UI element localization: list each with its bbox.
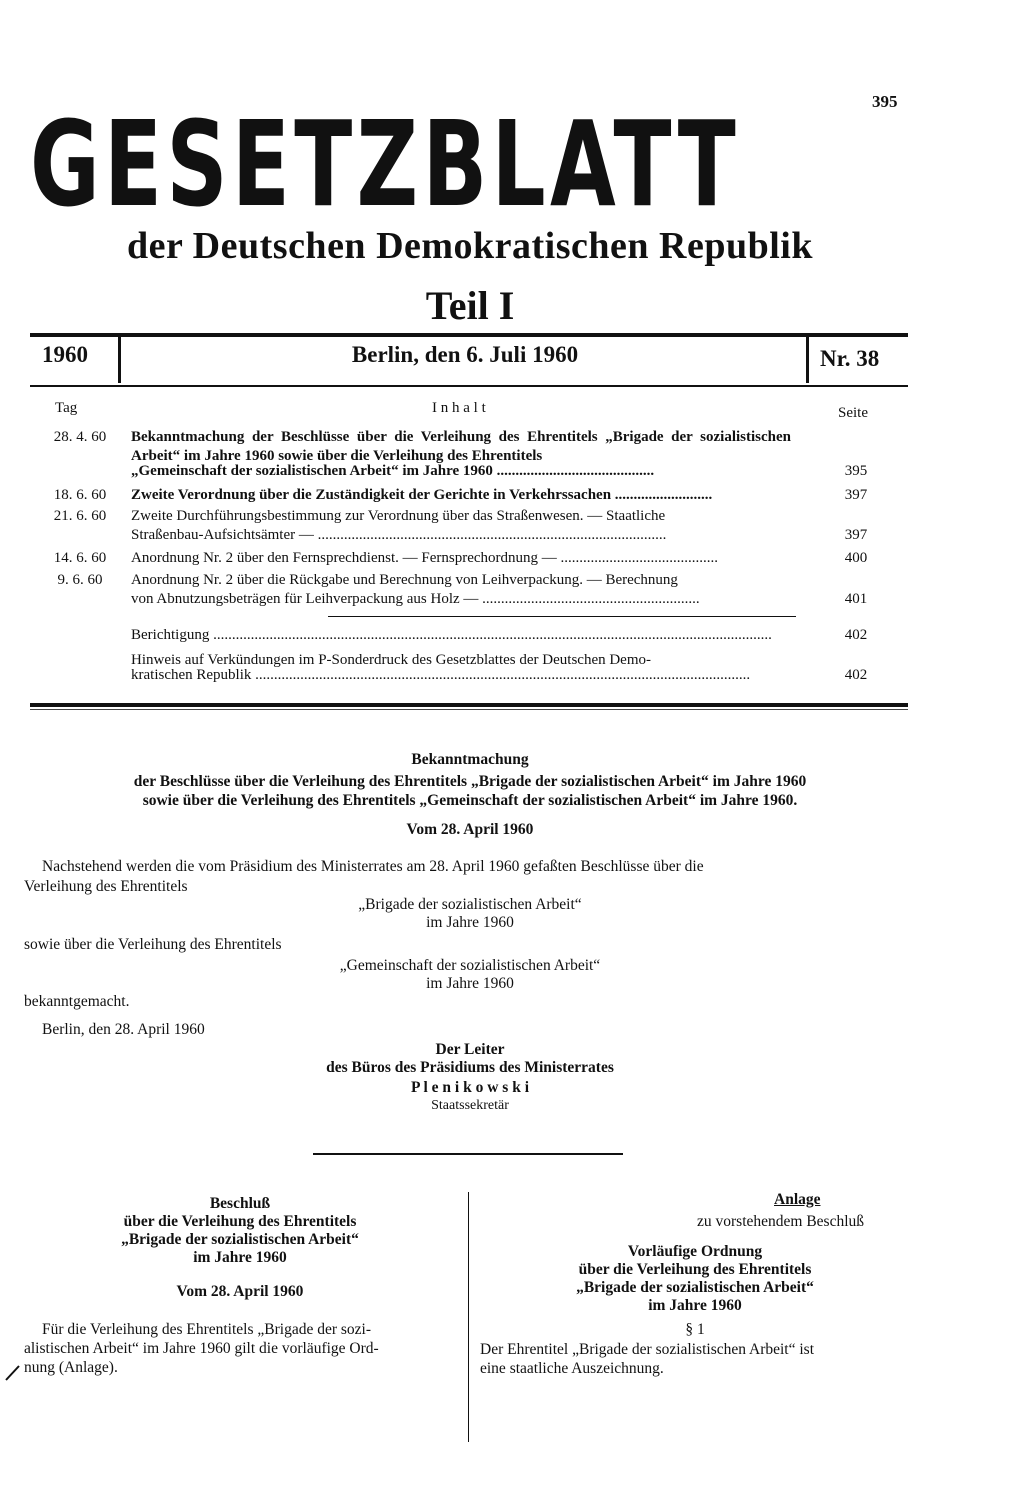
signer-title1: Der Leiter	[435, 1041, 505, 1058]
issue-date: Berlin, den 6. Juli 1960	[351, 342, 579, 367]
issue-number: Nr. 38	[820, 346, 880, 371]
toc-header-day: Tag	[55, 400, 78, 416]
toc-separator	[328, 616, 796, 617]
announcement-middle: sowie über die Verleihung des Ehrentitels	[24, 936, 282, 953]
announcement-intro-line1: Nachstehend werden die vom Präsidium des Ministerrates am 28. April 1960 gefaßten Beschlüsse über die	[42, 858, 704, 875]
annex-title3: „Brigade der sozialistischen Arbeit“	[576, 1279, 814, 1296]
toc-entry-leader: Anordnung Nr. 2 über den Fernsprechdienst. — Fernsprechordnung — ..........................................	[131, 550, 718, 566]
toc-entry-leader: Straßenbau-Aufsichtsämter — .............................................................................................	[131, 527, 667, 543]
toc-entry-text: Bekanntmachung der Beschlüsse über die Verleihung des Ehrentitels „Brigade der sozialistischen Arbeit“ im Jahre 1960 sowie über die Verleihung des Ehrentitels	[131, 429, 791, 464]
announcement-intro-line2: Verleihung des Ehrentitels	[24, 878, 188, 895]
issue-bottom-rule	[30, 385, 908, 387]
annex-label: Anlage	[774, 1191, 821, 1208]
toc-correction-page: 402	[844, 627, 868, 643]
annex-title2: über die Verleihung des Ehrentitels	[578, 1261, 812, 1278]
toc-entry-text: Zweite Durchführungsbestimmung zur Verordnung über das Straßenwesen. — Staatliche	[131, 508, 666, 524]
signer-role: Staatssekretär	[431, 1098, 509, 1113]
issue-year: 1960	[42, 342, 88, 367]
masthead-part: Teil I	[425, 283, 515, 328]
toc-entry	[30, 428, 910, 486]
toc-entry	[30, 507, 910, 547]
announcement-closing: bekanntgemacht.	[24, 993, 130, 1010]
announcement-subtitle-line2: sowie über die Verleihung des Ehrentitels „Gemeinschaft der sozialistischen Arbeit“ im Jahre 1960.	[142, 792, 798, 809]
toc-entry-day: 9. 6. 60	[57, 572, 103, 588]
announcement-quote1-line2: im Jahre 1960	[426, 914, 514, 931]
announcement-date: Vom 28. April 1960	[406, 821, 534, 838]
annex-title1: Vorläufige Ordnung	[627, 1243, 763, 1260]
toc-entry-day: 14. 6. 60	[53, 550, 107, 566]
masthead-subtitle: der Deutschen Demokratischen Republik	[127, 225, 813, 267]
toc-bottom-rule-thin	[30, 709, 908, 710]
toc-entry-page: 397	[844, 527, 868, 543]
announcement-subtitle-line1: der Beschlüsse über die Verleihung des Ehrentitels „Brigade der sozialistischen Arbeit“ im Jahre 1960	[133, 773, 807, 790]
toc-notice-text: Hinweis auf Verkündungen im P-Sonderdruck des Gesetzblattes der Deutschen Demo-	[131, 652, 652, 668]
announcement-quote2-line2: im Jahre 1960	[426, 975, 514, 992]
announcement-quote1-line1: „Brigade der sozialistischen Arbeit“	[358, 896, 582, 913]
toc-bottom-rule	[30, 703, 908, 707]
annex-section: § 1	[685, 1321, 705, 1338]
toc-entry-day: 21. 6. 60	[53, 508, 107, 524]
toc-header-contents: I n h a l t	[432, 400, 486, 416]
decision-body-line1: Für die Verleihung des Ehrentitels „Brigade der sozi-	[42, 1321, 371, 1338]
scan-mark	[4, 1362, 24, 1382]
toc-entry-leader: „Gemeinschaft der sozialistischen Arbeit“ im Jahre 1960 ..........................................	[131, 463, 655, 479]
announcement-quote2-line1: „Gemeinschaft der sozialistischen Arbeit“	[339, 957, 601, 974]
toc-notice-page: 402	[844, 667, 868, 683]
toc-entry-page: 401	[844, 591, 868, 607]
toc-entry-day: 18. 6. 60	[53, 487, 107, 503]
toc-correction-leader: Berichtigung .....................................................................................................................................................	[131, 627, 772, 643]
toc-entry	[30, 571, 910, 611]
decision-date: Vom 28. April 1960	[176, 1283, 304, 1300]
toc-entry-page: 397	[844, 487, 868, 503]
annex-body-line2: eine staatliche Auszeichnung.	[480, 1360, 664, 1377]
announcement-title: Bekanntmachung	[411, 751, 529, 768]
toc-entry-leader: von Abnutzungsbeträgen für Leihverpackung aus Holz — ..........................................................	[131, 591, 700, 607]
decision-line3: „Brigade der sozialistischen Arbeit“	[121, 1231, 359, 1248]
toc-notice-leader: kratischen Republik ....................................................................................................................................	[131, 667, 751, 683]
toc-entry-leader: Zweite Verordnung über die Zuständigkeit der Gerichte in Verkehrssachen ..........................	[131, 487, 713, 503]
signer-title2: des Büros des Präsidiums des Ministerrates	[326, 1059, 614, 1076]
toc-notice	[30, 651, 910, 691]
toc-entry	[30, 549, 910, 569]
toc-header-page: Seite	[838, 405, 868, 421]
decision-line2: über die Verleihung des Ehrentitels	[123, 1213, 357, 1230]
annex-body-line1: Der Ehrentitel „Brigade der sozialistischen Arbeit“ ist	[480, 1341, 814, 1358]
issue-top-rule	[30, 333, 908, 337]
decision-body-line2: alistischen Arbeit“ im Jahre 1960 gilt die vorläufige Ord-	[24, 1340, 379, 1357]
toc-entry-page: 395	[844, 463, 868, 479]
signer-name: P l e n i k o w s k i	[411, 1079, 529, 1096]
page-number: 395	[872, 92, 898, 111]
column-divider	[468, 1192, 469, 1442]
annex-title4: im Jahre 1960	[648, 1297, 742, 1314]
masthead-title: GESETZBLATT	[30, 95, 740, 233]
toc-entry-day: 28. 4. 60	[53, 429, 107, 445]
announcement-place-date: Berlin, den 28. April 1960	[42, 1021, 205, 1038]
decision-title: Beschluß	[209, 1195, 271, 1212]
toc-correction	[30, 626, 910, 646]
annex-reference: zu vorstehendem Beschluß	[697, 1213, 865, 1230]
toc-entry-text: Anordnung Nr. 2 über die Rückgabe und Berechnung von Leihverpackung. — Berechnung	[131, 572, 678, 588]
decision-line4: im Jahre 1960	[193, 1249, 287, 1266]
toc-entry	[30, 486, 910, 506]
decision-body-line3: nung (Anlage).	[24, 1359, 118, 1376]
section-separator	[313, 1153, 623, 1155]
toc-entry-page: 400	[844, 550, 868, 566]
